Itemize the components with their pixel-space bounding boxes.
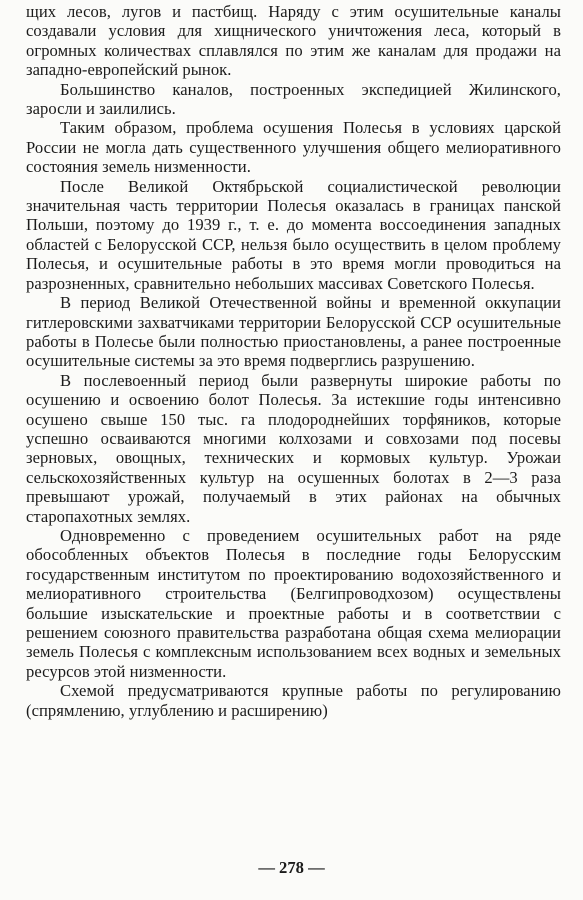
page-body-text bbox=[26, 2, 561, 720]
paragraph-7: Одновременно с проведением осушительных работ на ряде обособленных объектов Полесья в последние годы Белорусским государственным институтом по проектированию водохозяйственного и мелиоративного строительства (Белгипроводхозом) осуществлены большие изыскательские и проектные работы и в соответствии с решением союзного правительства разработана общая схема мелиорации земель Полесья с комплексным использованием всех водных и земельных ресурсов этой низменности. bbox=[26, 525, 561, 681]
paragraph-6: В послевоенный период были развернуты широкие работы по осушению и освоению болот Полесья. За истекшие годы интенсивно осушено свыше 150 тыс. га плодороднейших торфяников, которые успешно осваиваются многими колхозами и совхозами под посевы зерновых, овощных, технических и кормовых культур. Урожаи сельскохозяйственных культур на осушенных болотах в 2—3 раза превышают урожай, получаемый в этих районах на обычных старопахотных землях. bbox=[26, 370, 561, 526]
paragraph-1: щих лесов, лугов и пастбищ. Наряду с этим осушительные каналы создавали условия для хищнического уничтожения леса, который в огромных количествах сплавлялся по этим же каналам для продажи на западно-европейский рынок. bbox=[26, 2, 561, 80]
paragraph-3: Таким образом, проблема осушения Полесья в условиях царской России не могла дать существенного улучшения общего мелиоративного состояния земель низменности. bbox=[26, 118, 561, 177]
paragraph-2: Большинство каналов, построенных экспедицией Жилинского, заросли и заилились. bbox=[26, 79, 561, 119]
paragraph-8: Схемой предусматриваются крупные работы по регулированию (спрямлению, углублению и расширению) bbox=[26, 681, 561, 720]
paragraph-5: В период Великой Отечественной войны и временной оккупации гитлеровскими захватчиками территории Белорусской ССР осушительные работы в Полесье были полностью приостановлены, а ранее построенные осушительные системы за это время подверглись разрушению. bbox=[26, 293, 561, 371]
page-number: — 278 — bbox=[258, 858, 325, 877]
paragraph-4: После Великой Октябрьской социалистической революции значительная часть территории Полесья оказалась в границах панской Польши, поэтому до 1939 г., т. е. до момента воссоединения западных областей с Белорусской ССР, нельзя было осуществить в целом проблему Полесья, и осушительные работы в это время могли проводиться на разрозненных, сравнительно небольших массивах Советского Полесья. bbox=[26, 176, 561, 293]
